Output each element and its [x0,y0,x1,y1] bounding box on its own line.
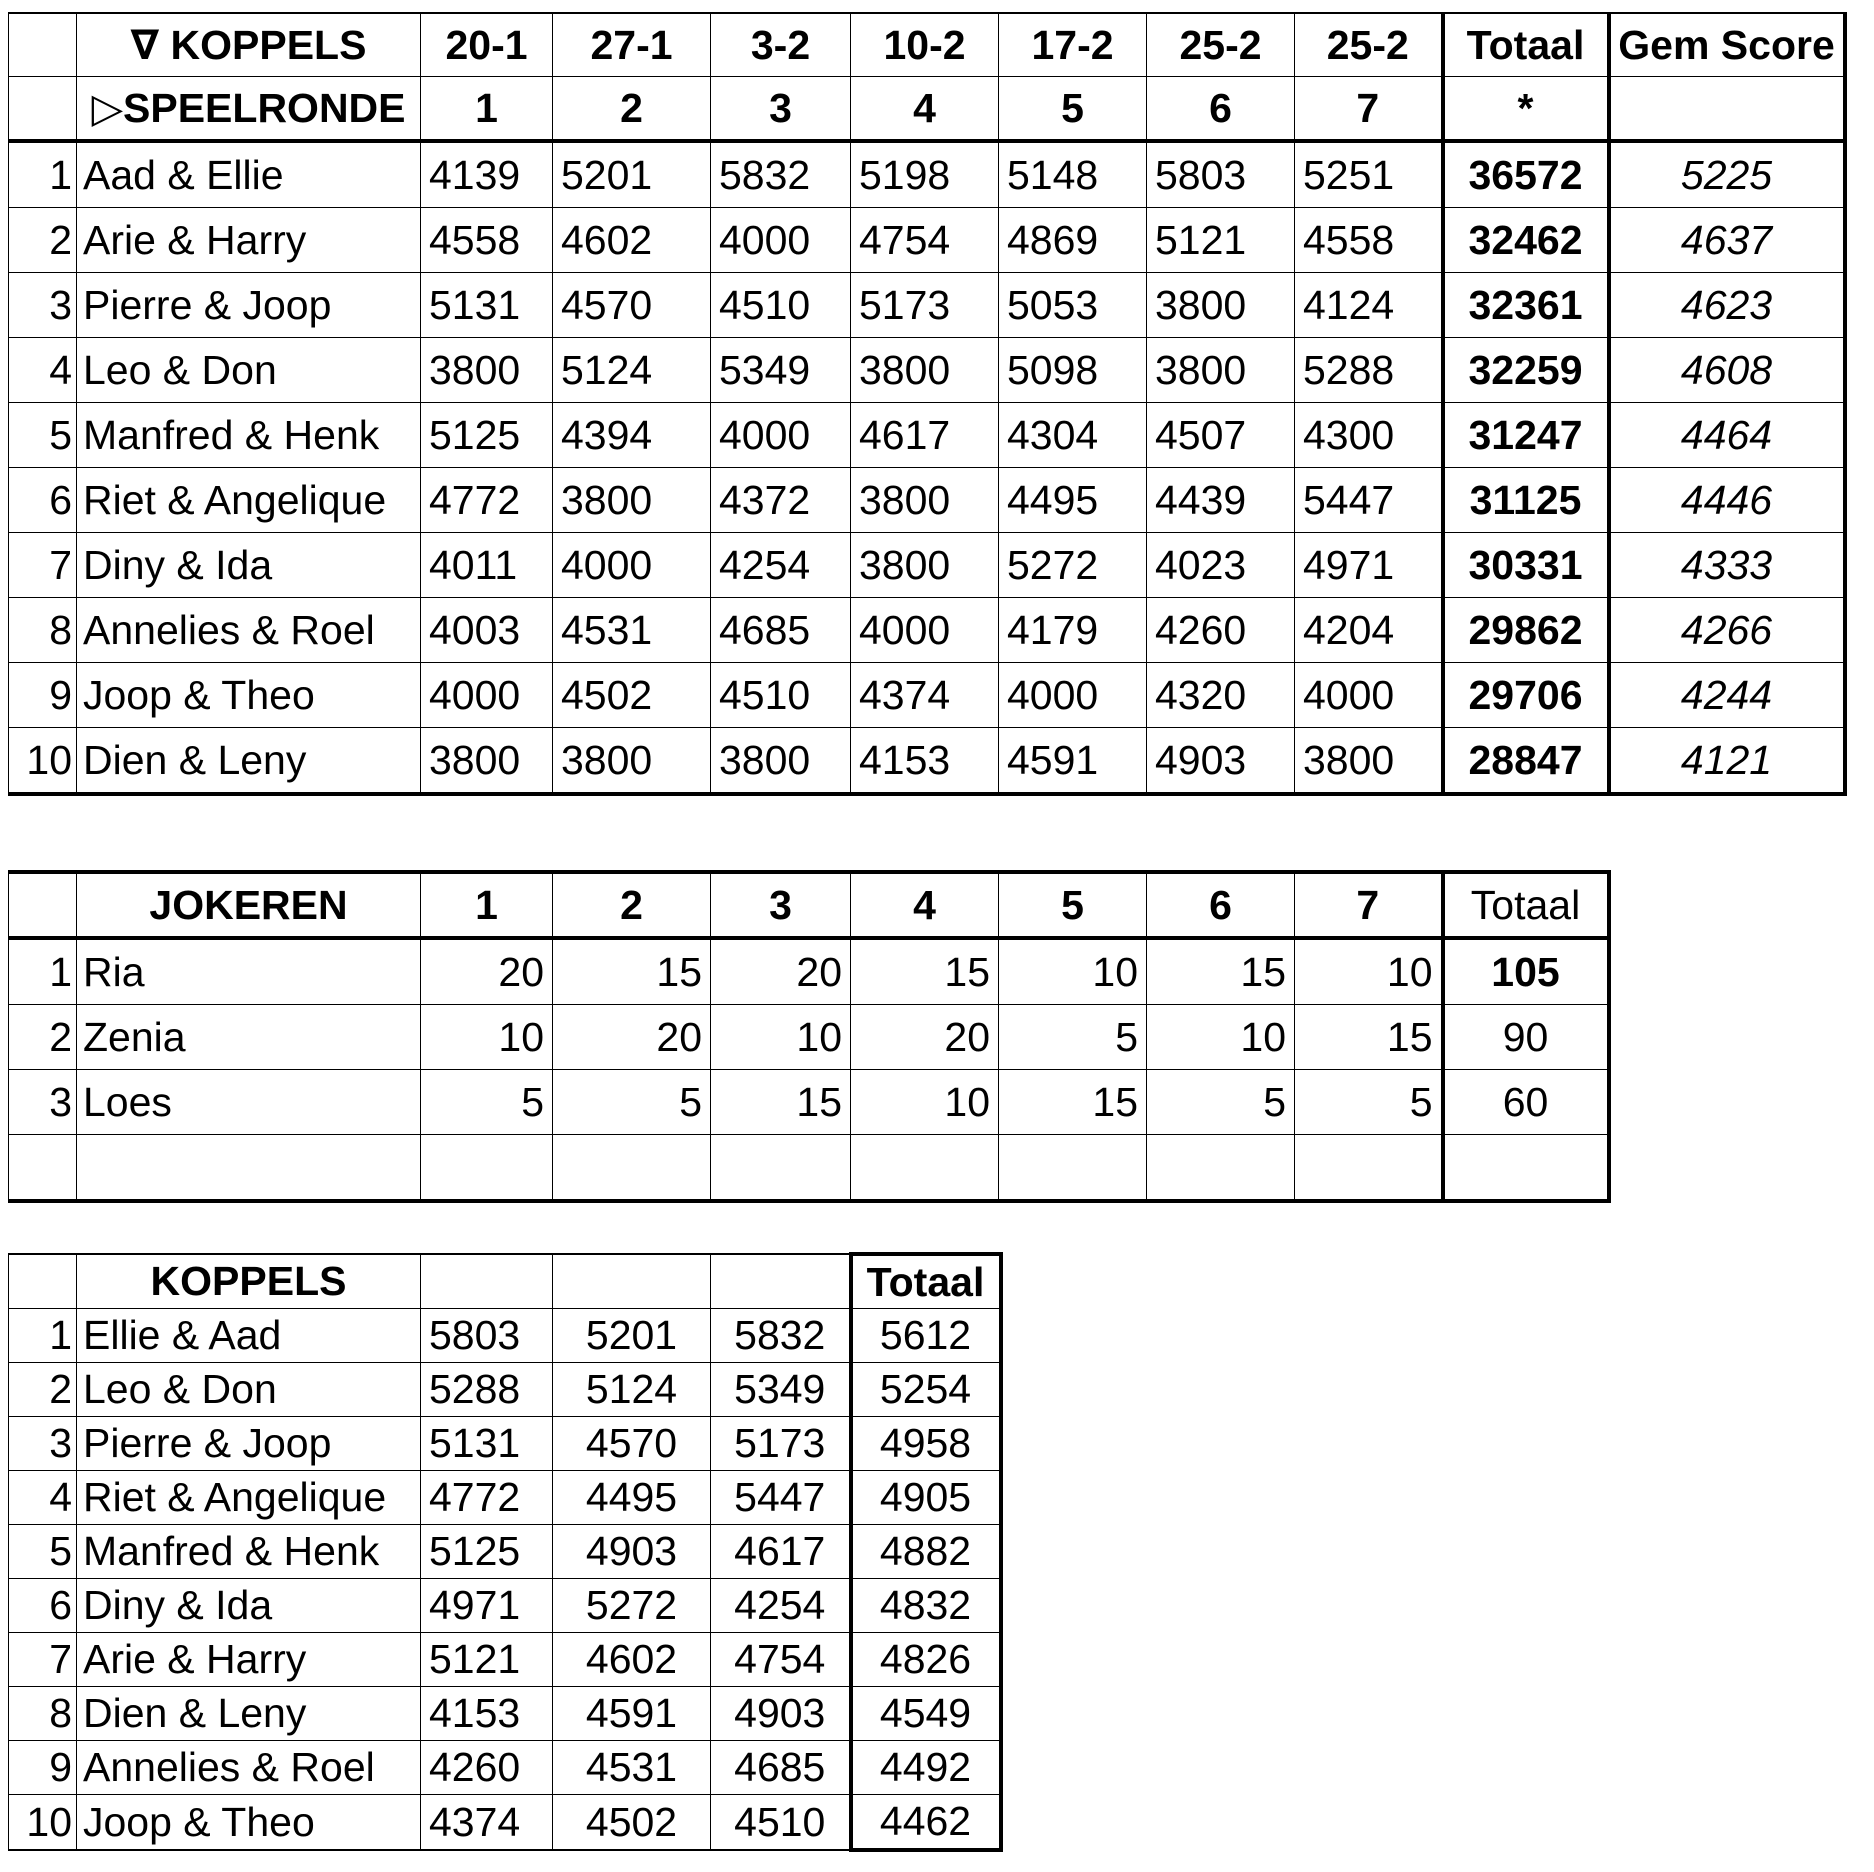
table-row [9,1309,1001,1363]
table-row [9,208,1845,273]
total-cell[interactable]: 4905 [851,1471,1001,1525]
score-cell[interactable]: 4602 [553,208,711,273]
score-cell[interactable]: 4011 [421,533,553,598]
rank-cell[interactable]: 2 [9,1363,77,1417]
date-header[interactable]: 25-2 [1295,13,1443,77]
score-cell[interactable]: 4510 [711,663,851,728]
score-cell[interactable]: 5 [421,1070,553,1135]
score-cell[interactable]: 10 [1295,938,1443,1005]
empty-header[interactable] [553,1254,711,1309]
rank-cell[interactable]: 8 [9,598,77,663]
koppels-table [8,12,1847,796]
couple-name-cell[interactable]: Arie & Harry [77,208,421,273]
jokeren-header-label[interactable]: JOKEREN [77,872,421,938]
avg-score-cell[interactable]: 4637 [1609,208,1845,273]
player-name-cell[interactable]: Loes [77,1070,421,1135]
empty-header[interactable] [711,1254,851,1309]
score-cell[interactable]: 4591 [553,1687,711,1741]
score-cell[interactable]: 4254 [711,533,851,598]
score-cell[interactable]: 10 [999,938,1147,1005]
score-cell[interactable]: 4772 [421,468,553,533]
score-cell[interactable]: 3800 [851,533,999,598]
table-row [9,1005,1609,1070]
score-cell[interactable]: 5201 [553,141,711,208]
table-row [9,1471,1001,1525]
score-cell[interactable]: 5 [553,1070,711,1135]
score-cell[interactable]: 4772 [421,1471,553,1525]
total-cell[interactable]: 90 [1443,1005,1609,1070]
score-cell[interactable]: 4260 [421,1741,553,1795]
total-cell[interactable] [1443,1135,1609,1202]
score-cell[interactable]: 5124 [553,338,711,403]
score-cell[interactable]: 4507 [1147,403,1295,468]
score-cell[interactable]: 4320 [1147,663,1295,728]
avg-score-cell[interactable]: 4121 [1609,728,1845,795]
rank-cell[interactable]: 6 [9,1579,77,1633]
couple-name-cell[interactable]: Annelies & Roel [77,598,421,663]
score-cell[interactable] [851,1135,999,1202]
total-cell[interactable]: 30331 [1443,533,1609,598]
best3-header-row [9,1254,1001,1309]
total-cell[interactable]: 4958 [851,1417,1001,1471]
date-header[interactable]: 17-2 [999,13,1147,77]
total-cell[interactable]: 31247 [1443,403,1609,468]
round-header[interactable]: 7 [1295,872,1443,938]
score-cell[interactable] [421,1135,553,1202]
score-cell[interactable] [999,1135,1147,1202]
score-cell[interactable]: 5272 [999,533,1147,598]
score-cell[interactable]: 4869 [999,208,1147,273]
couple-name-cell[interactable]: Pierre & Joop [77,273,421,338]
rank-cell[interactable]: 2 [9,208,77,273]
score-cell[interactable]: 3800 [851,468,999,533]
score-cell[interactable]: 4570 [553,1417,711,1471]
score-cell[interactable]: 5125 [421,1525,553,1579]
score-cell[interactable]: 5447 [711,1471,851,1525]
total-cell[interactable]: 105 [1443,938,1609,1005]
score-cell[interactable]: 5148 [999,141,1147,208]
round-header[interactable]: 2 [553,872,711,938]
corner-cell[interactable] [9,77,77,142]
rank-cell[interactable]: 1 [9,1309,77,1363]
score-cell[interactable]: 4372 [711,468,851,533]
score-cell[interactable]: 5124 [553,1363,711,1417]
table-row [9,141,1845,208]
score-cell[interactable]: 3800 [553,468,711,533]
table-row [9,1633,1001,1687]
score-cell[interactable]: 4003 [421,598,553,663]
rank-cell[interactable]: 5 [9,1525,77,1579]
round-header[interactable]: 1 [421,77,553,142]
couple-name-cell[interactable]: Aad & Ellie [77,141,421,208]
score-cell[interactable]: 4531 [553,1741,711,1795]
table-row [9,663,1845,728]
score-cell[interactable]: 5125 [421,403,553,468]
total-marker[interactable]: * [1443,77,1609,142]
player-name-cell[interactable] [77,1135,421,1202]
score-cell[interactable]: 4000 [851,598,999,663]
couple-name-cell[interactable]: Leo & Don [77,338,421,403]
score-cell[interactable] [1295,1135,1443,1202]
score-cell[interactable]: 3800 [711,728,851,795]
table-row [9,338,1845,403]
score-cell[interactable]: 4754 [711,1633,851,1687]
score-cell[interactable] [1147,1135,1295,1202]
score-cell[interactable]: 4000 [711,208,851,273]
corner-cell[interactable] [9,1254,77,1309]
player-name-cell[interactable]: Zenia [77,1005,421,1070]
score-cell[interactable]: 4971 [421,1579,553,1633]
score-cell[interactable]: 5 [999,1005,1147,1070]
score-cell[interactable]: 4000 [553,533,711,598]
score-cell[interactable]: 4617 [851,403,999,468]
table-row [9,728,1845,795]
best3-header-label[interactable]: KOPPELS [77,1254,421,1309]
avg-score-cell[interactable]: 4244 [1609,663,1845,728]
score-cell[interactable]: 5198 [851,141,999,208]
date-header[interactable]: 27-1 [553,13,711,77]
rank-cell[interactable]: 9 [9,663,77,728]
corner-cell[interactable] [9,872,77,938]
score-cell[interactable]: 5098 [999,338,1147,403]
score-cell[interactable]: 4510 [711,273,851,338]
total-cell[interactable]: 32259 [1443,338,1609,403]
score-cell[interactable]: 4617 [711,1525,851,1579]
score-cell[interactable]: 4374 [421,1795,553,1851]
couple-name-cell[interactable]: Diny & Ida [77,1579,421,1633]
score-cell[interactable]: 4591 [999,728,1147,795]
avg-score-cell[interactable]: 4446 [1609,468,1845,533]
score-cell[interactable]: 5173 [711,1417,851,1471]
score-cell[interactable]: 4502 [553,1795,711,1851]
rank-cell[interactable]: 4 [9,338,77,403]
table-row [9,1579,1001,1633]
table-row [9,598,1845,663]
koppels-header-row [9,13,1845,77]
total-cell[interactable]: 29862 [1443,598,1609,663]
score-cell[interactable]: 5288 [421,1363,553,1417]
couple-name-cell[interactable]: Diny & Ida [77,533,421,598]
round-header[interactable]: 1 [421,872,553,938]
score-cell[interactable]: 15 [711,1070,851,1135]
round-header[interactable]: 4 [851,872,999,938]
total-cell[interactable]: 29706 [1443,663,1609,728]
couple-name-cell[interactable]: Manfred & Henk [77,403,421,468]
score-cell[interactable]: 3800 [421,728,553,795]
table-row [9,1795,1001,1851]
score-cell[interactable]: 4570 [553,273,711,338]
score-cell[interactable]: 5832 [711,1309,851,1363]
total-cell[interactable]: 5612 [851,1309,1001,1363]
best3-table [8,1252,1003,1852]
rank-cell[interactable]: 10 [9,728,77,795]
rank-cell[interactable]: 6 [9,468,77,533]
player-name-cell[interactable]: Ria [77,938,421,1005]
score-cell[interactable]: 5121 [421,1633,553,1687]
score-cell[interactable]: 5803 [1147,141,1295,208]
table-row [9,1741,1001,1795]
score-cell[interactable]: 4000 [999,663,1147,728]
rank-cell[interactable]: 3 [9,1417,77,1471]
score-cell[interactable]: 4204 [1295,598,1443,663]
score-cell[interactable]: 4124 [1295,273,1443,338]
date-header[interactable]: 25-2 [1147,13,1295,77]
score-cell[interactable] [553,1135,711,1202]
score-cell[interactable]: 4685 [711,1741,851,1795]
score-cell[interactable]: 5173 [851,273,999,338]
score-cell[interactable]: 3800 [1147,338,1295,403]
score-cell[interactable]: 4903 [1147,728,1295,795]
score-cell[interactable]: 4510 [711,1795,851,1851]
table-row [9,1525,1001,1579]
score-cell[interactable]: 5349 [711,1363,851,1417]
table-row [9,1070,1609,1135]
score-cell[interactable]: 4903 [711,1687,851,1741]
score-cell[interactable]: 5251 [1295,141,1443,208]
avg-score-cell[interactable]: 4464 [1609,403,1845,468]
rank-cell[interactable]: 1 [9,938,77,1005]
total-cell[interactable]: 60 [1443,1070,1609,1135]
table-row [9,1687,1001,1741]
rank-cell[interactable] [9,1135,77,1202]
rank-cell[interactable]: 1 [9,141,77,208]
score-cell[interactable]: 10 [711,1005,851,1070]
round-header[interactable]: 5 [999,77,1147,142]
jokeren-table [8,870,1611,1203]
score-cell[interactable]: 3800 [851,338,999,403]
round-header[interactable]: 3 [711,77,851,142]
avg-score-subheader[interactable] [1609,77,1845,142]
total-cell[interactable]: 32462 [1443,208,1609,273]
score-cell[interactable]: 5 [1147,1070,1295,1135]
table-row [9,1417,1001,1471]
score-cell[interactable]: 20 [711,938,851,1005]
rank-cell[interactable]: 7 [9,1633,77,1687]
rank-cell[interactable]: 8 [9,1687,77,1741]
rank-cell[interactable]: 3 [9,273,77,338]
score-cell[interactable]: 4000 [1295,663,1443,728]
speelronde-header-label[interactable]: ▷SPEELRONDE [77,77,421,142]
couple-name-cell[interactable]: Manfred & Henk [77,1525,421,1579]
score-cell[interactable]: 10 [421,1005,553,1070]
score-cell[interactable]: 4304 [999,403,1147,468]
score-cell[interactable]: 4558 [1295,208,1443,273]
score-cell[interactable]: 5832 [711,141,851,208]
couple-name-cell[interactable]: Dien & Leny [77,728,421,795]
score-cell[interactable]: 3800 [1147,273,1295,338]
score-cell[interactable]: 4300 [1295,403,1443,468]
rank-cell[interactable]: 9 [9,1741,77,1795]
round-header[interactable]: 7 [1295,77,1443,142]
round-header[interactable]: 2 [553,77,711,142]
avg-score-cell[interactable]: 5225 [1609,141,1845,208]
score-cell[interactable]: 4754 [851,208,999,273]
score-cell[interactable]: 15 [1295,1005,1443,1070]
score-cell[interactable]: 4139 [421,141,553,208]
rank-cell[interactable]: 5 [9,403,77,468]
corner-cell[interactable] [9,13,77,77]
rank-cell[interactable]: 7 [9,533,77,598]
score-cell[interactable]: 4502 [553,663,711,728]
score-cell[interactable]: 20 [421,938,553,1005]
score-cell[interactable]: 3800 [421,338,553,403]
score-cell[interactable]: 4971 [1295,533,1443,598]
empty-header[interactable] [421,1254,553,1309]
score-cell[interactable]: 5131 [421,273,553,338]
score-cell[interactable]: 5201 [553,1309,711,1363]
couple-name-cell[interactable]: Arie & Harry [77,1633,421,1687]
score-cell[interactable]: 5121 [1147,208,1295,273]
score-cell[interactable]: 15 [1147,938,1295,1005]
score-cell[interactable]: 5131 [421,1417,553,1471]
avg-score-cell[interactable]: 4608 [1609,338,1845,403]
score-cell[interactable]: 20 [851,1005,999,1070]
score-cell[interactable]: 5803 [421,1309,553,1363]
score-cell[interactable]: 4903 [553,1525,711,1579]
score-cell[interactable]: 15 [999,1070,1147,1135]
score-cell[interactable]: 15 [851,938,999,1005]
table-row [9,533,1845,598]
score-cell[interactable]: 4023 [1147,533,1295,598]
couple-name-cell[interactable]: Joop & Theo [77,1795,421,1851]
score-cell[interactable] [711,1135,851,1202]
score-cell[interactable]: 4439 [1147,468,1295,533]
rank-cell[interactable]: 10 [9,1795,77,1851]
score-cell[interactable]: 4602 [553,1633,711,1687]
jokeren-header-row [9,872,1609,938]
couple-name-cell[interactable]: Ellie & Aad [77,1309,421,1363]
total-cell[interactable]: 4882 [851,1525,1001,1579]
score-cell[interactable]: 4000 [421,663,553,728]
score-cell[interactable]: 10 [1147,1005,1295,1070]
rank-cell[interactable]: 4 [9,1471,77,1525]
total-cell[interactable]: 31125 [1443,468,1609,533]
score-cell[interactable]: 10 [851,1070,999,1135]
score-cell[interactable]: 4153 [421,1687,553,1741]
score-cell[interactable]: 4495 [553,1471,711,1525]
score-cell[interactable]: 4394 [553,403,711,468]
score-cell[interactable]: 4531 [553,598,711,663]
couple-name-cell[interactable]: Dien & Leny [77,1687,421,1741]
score-cell[interactable]: 3800 [1295,728,1443,795]
date-header[interactable]: 10-2 [851,13,999,77]
koppels-header-label[interactable]: ∇ KOPPELS [77,13,421,77]
date-header[interactable]: 3-2 [711,13,851,77]
rank-cell[interactable]: 3 [9,1070,77,1135]
score-cell[interactable]: 4153 [851,728,999,795]
score-cell[interactable]: 4254 [711,1579,851,1633]
table-row [9,468,1845,533]
avg-score-cell[interactable]: 4623 [1609,273,1845,338]
couple-name-cell[interactable]: Riet & Angelique [77,1471,421,1525]
date-header[interactable]: 20-1 [421,13,553,77]
round-header[interactable]: 6 [1147,77,1295,142]
avg-score-header[interactable]: Gem Score [1609,13,1845,77]
avg-score-cell[interactable]: 4266 [1609,598,1845,663]
score-cell[interactable]: 4685 [711,598,851,663]
rank-cell[interactable]: 2 [9,1005,77,1070]
round-header[interactable]: 6 [1147,872,1295,938]
total-cell[interactable]: 36572 [1443,141,1609,208]
round-header[interactable]: 4 [851,77,999,142]
score-cell[interactable]: 3800 [553,728,711,795]
couple-name-cell[interactable]: Pierre & Joop [77,1417,421,1471]
total-cell[interactable]: 32361 [1443,273,1609,338]
table-row [9,1363,1001,1417]
round-header[interactable]: 3 [711,872,851,938]
score-cell[interactable]: 5288 [1295,338,1443,403]
avg-score-cell[interactable]: 4333 [1609,533,1845,598]
score-cell[interactable]: 5 [1295,1070,1443,1135]
score-cell[interactable]: 4179 [999,598,1147,663]
round-header[interactable]: 5 [999,872,1147,938]
score-cell[interactable]: 4495 [999,468,1147,533]
total-header[interactable]: Totaal [851,1254,1001,1309]
score-cell[interactable]: 15 [553,938,711,1005]
couple-name-cell[interactable]: Joop & Theo [77,663,421,728]
speelronde-header-row [9,77,1845,142]
total-cell[interactable]: 4826 [851,1633,1001,1687]
total-header[interactable]: Totaal [1443,872,1609,938]
total-cell[interactable]: 4492 [851,1741,1001,1795]
total-header[interactable]: Totaal [1443,13,1609,77]
total-cell[interactable]: 28847 [1443,728,1609,795]
total-cell[interactable]: 4549 [851,1687,1001,1741]
score-cell[interactable]: 5053 [999,273,1147,338]
couple-name-cell[interactable]: Leo & Don [77,1363,421,1417]
table-row [9,938,1609,1005]
couple-name-cell[interactable]: Riet & Angelique [77,468,421,533]
table-row [9,403,1845,468]
total-cell[interactable]: 4832 [851,1579,1001,1633]
score-cell[interactable]: 5447 [1295,468,1443,533]
table-row [9,273,1845,338]
score-cell[interactable]: 4374 [851,663,999,728]
score-cell[interactable]: 4260 [1147,598,1295,663]
score-cell[interactable]: 5272 [553,1579,711,1633]
score-cell[interactable]: 5349 [711,338,851,403]
total-cell[interactable]: 4462 [851,1795,1001,1851]
score-cell[interactable]: 4558 [421,208,553,273]
score-cell[interactable]: 20 [553,1005,711,1070]
couple-name-cell[interactable]: Annelies & Roel [77,1741,421,1795]
total-cell[interactable]: 5254 [851,1363,1001,1417]
score-cell[interactable]: 4000 [711,403,851,468]
table-row [9,1135,1609,1202]
